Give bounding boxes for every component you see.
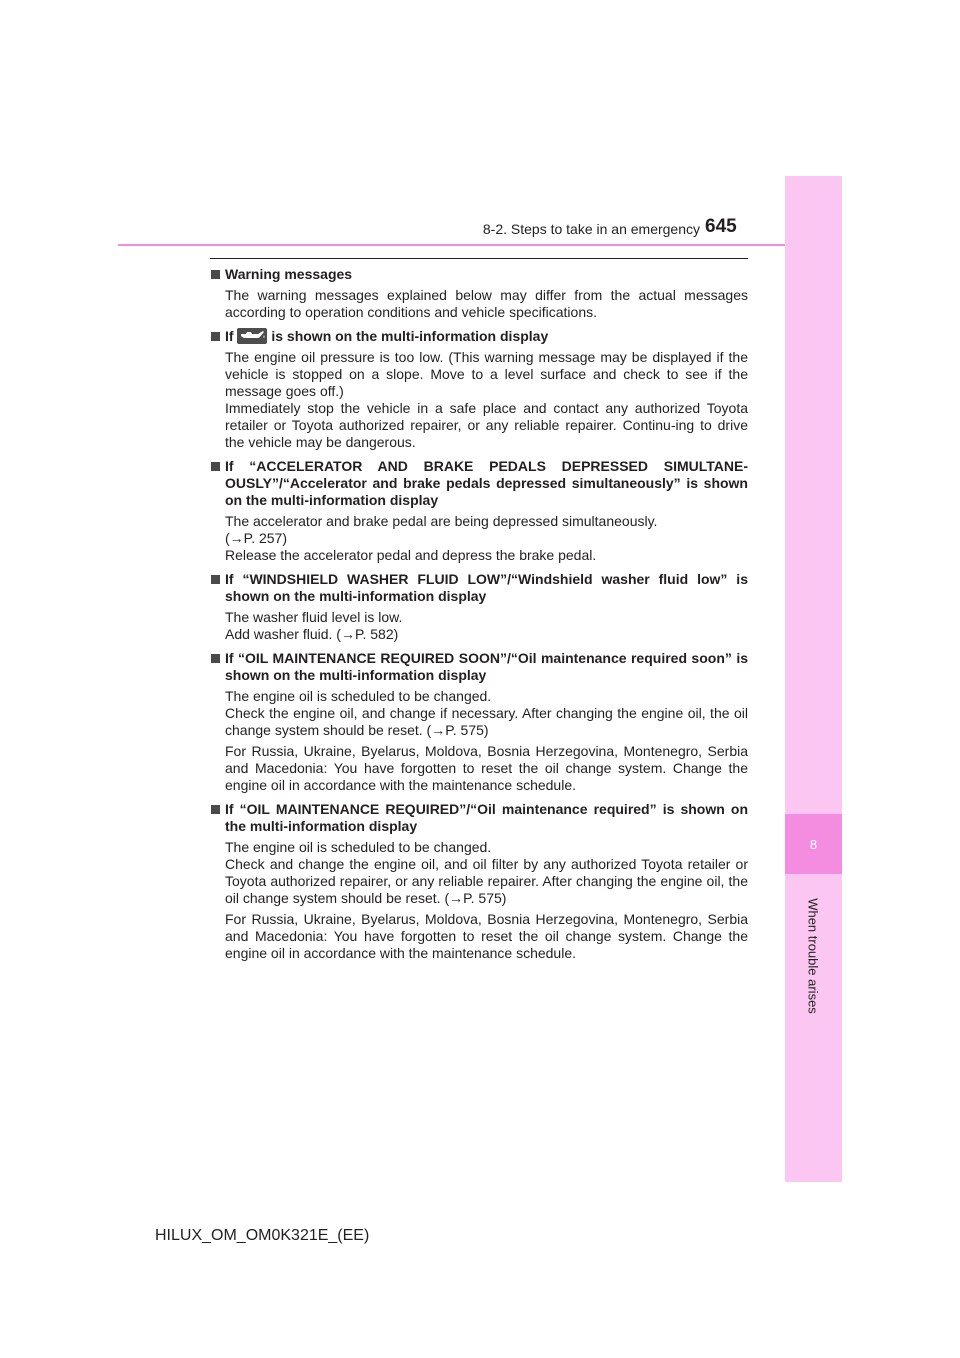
section-heading: Warning messages bbox=[210, 266, 748, 283]
section-pedals-depressed bbox=[210, 458, 748, 564]
content-body bbox=[210, 266, 748, 969]
engine-oil-pressure-icon bbox=[237, 328, 267, 344]
paragraph: For Russia, Ukraine, Byelarus, Moldova, Bosnia Herzegovina, Montenegro, Serbia and Macedonia: You have forgotten to reset the oil change system. Change the engine oil in accordance with the maintenance schedule. bbox=[225, 911, 748, 961]
page-reference-link[interactable]: (→P. 257) bbox=[225, 530, 287, 546]
section-washer-fluid bbox=[210, 571, 748, 643]
square-bullet-icon bbox=[211, 575, 220, 584]
chapter-number-tab[interactable] bbox=[785, 814, 842, 874]
section-oil-maintenance-required bbox=[210, 801, 748, 962]
paragraph: The engine oil is scheduled to be changed. Check the engine oil, and change if necessary. After changing the engine oil, the oil change system should be reset. (→P. 575) bbox=[225, 688, 748, 738]
section-title: 8-2. Steps to take in an emergency bbox=[482, 221, 700, 237]
square-bullet-icon bbox=[211, 654, 220, 663]
section-heading: If is shown on the multi-information display bbox=[210, 328, 748, 345]
section-heading: If “WINDSHIELD WASHER FLUID LOW”/“Windshield washer fluid low” is shown on the multi-information display bbox=[210, 571, 748, 605]
paragraph: The washer fluid level is low. Add washer fluid. (→P. 582) bbox=[225, 609, 403, 642]
square-bullet-icon bbox=[211, 332, 220, 341]
page-number: 645 bbox=[705, 216, 737, 237]
chapter-number: 8 bbox=[809, 836, 818, 852]
paragraph: The engine oil is scheduled to be changed. Check and change the engine oil, and oil filter by any authorized Toyota retailer or Toyota authorized repairer, or any reliable repairer. After changing the engine oil, the oil change system should be reset. (→P. 575) bbox=[225, 839, 748, 906]
square-bullet-icon bbox=[211, 270, 220, 279]
chapter-title: When trouble arises bbox=[805, 898, 821, 1014]
paragraph: The accelerator and brake pedal are being depressed simultaneously. (→P. 257) Release the accelerator pedal and depress the brake pedal. bbox=[210, 513, 748, 564]
content-top-rule bbox=[210, 258, 748, 259]
section-warning-messages bbox=[210, 266, 748, 321]
square-bullet-icon bbox=[211, 462, 220, 471]
paragraph: The engine oil pressure is too low. (This warning message may be displayed if the vehicle is stopped on a slope. Move to a level surface and check to see if the message goes off.) Immediately stop the vehicle in a safe place and contact any authorized Toyota retailer or Toyota authorized repairer, or any reliable repairer. Continu-ing to drive the vehicle may be dangerous. bbox=[225, 349, 748, 450]
paragraph: For Russia, Ukraine, Byelarus, Moldova, Bosnia Herzegovina, Montenegro, Serbia and Macedonia: You have forgotten to reset the oil change system. Change the engine oil in accordance with the maintenance schedule. bbox=[225, 743, 748, 793]
section-heading: If “OIL MAINTENANCE REQUIRED”/“Oil maintenance required” is shown on the multi-information display bbox=[210, 801, 748, 835]
chapter-sidebar bbox=[785, 176, 842, 1182]
section-oil-maintenance-soon bbox=[210, 650, 748, 794]
square-bullet-icon bbox=[211, 805, 220, 814]
document-code: HILUX_OM_OM0K321E_(EE) bbox=[155, 1227, 370, 1244]
section-heading: If “OIL MAINTENANCE REQUIRED SOON”/“Oil maintenance required soon” is shown on the multi-information display bbox=[210, 650, 748, 684]
paragraph: The warning messages explained below may differ from the actual messages according to operation conditions and vehicle specifications. bbox=[225, 287, 748, 320]
header-divider bbox=[118, 244, 785, 246]
section-heading: If “ACCELERATOR AND BRAKE PEDALS DEPRESSED SIMULTANE-OUSLY”/“Accelerator and brake pedals depressed simultaneously” is shown on the multi-information display bbox=[210, 458, 748, 509]
section-oil-pressure bbox=[210, 328, 748, 451]
